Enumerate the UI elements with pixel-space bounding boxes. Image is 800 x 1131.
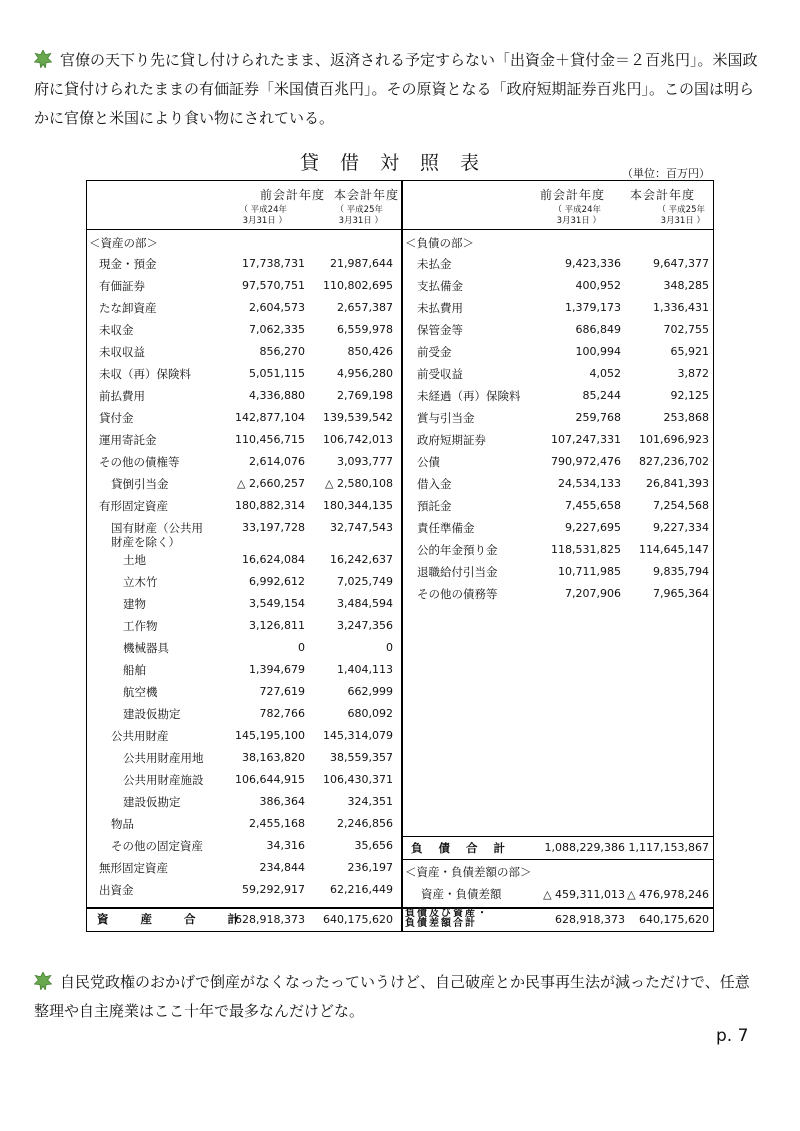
liab-col-curr-date-line2: 3月31日 ） [660,216,705,226]
asset-curr-value: 145,314,079 [323,729,393,742]
asset-label: 建設仮勘定 [123,795,181,809]
asset-label: 無形固定資産 [99,861,168,875]
col-curr-date-line1: （ 平成25年 [335,205,383,215]
net-row-curr: △ 476,978,246 [627,888,709,901]
liability-prev-value: 7,455,658 [565,499,621,512]
liability-prev-value: 400,952 [575,279,621,292]
asset-label: 土地 [123,553,146,567]
asset-curr-value: 0 [386,641,393,654]
asset-prev-value: 16,624,084 [242,553,305,566]
asset-curr-value: 6,559,978 [337,323,393,336]
asset-label: 国有財産（公共用 財産を除く） [111,521,203,549]
intro-paragraph [34,46,764,133]
asset-label: 出資金 [99,883,134,897]
liability-curr-value: 702,755 [663,323,709,336]
star-bullet-icon [34,972,52,990]
asset-curr-value: 2,246,856 [337,817,393,830]
asset-prev-value: 727,619 [259,685,305,698]
asset-prev-value: 4,336,880 [249,389,305,402]
asset-curr-value: 180,344,135 [323,499,393,512]
liability-prev-value: 9,423,336 [565,257,621,270]
asset-curr-value: 106,742,013 [323,433,393,446]
asset-prev-value: 2,455,168 [249,817,305,830]
asset-label: 貸倒引当金 [111,477,169,491]
liability-label: 責任準備金 [417,521,475,535]
asset-curr-value: 680,092 [347,707,393,720]
col-prev-date [187,205,287,227]
asset-label: 立木竹 [123,575,158,589]
liability-prev-value: 790,972,476 [551,455,621,468]
liability-curr-value: 9,647,377 [653,257,709,270]
liability-label: 保管金等 [417,323,463,337]
liabilities-total-label: 負 債 合 計 [411,841,512,855]
liability-label: 公的年金預り金 [417,543,498,557]
asset-prev-value: 33,197,728 [242,521,305,534]
asset-prev-value: 38,163,820 [242,751,305,764]
asset-label: 未収金 [99,323,134,337]
liability-curr-value: 114,645,147 [639,543,709,556]
asset-curr-value: △ 2,580,108 [325,477,393,490]
liab-col-curr-header: 本会計年度 [629,188,695,202]
asset-curr-value: 32,747,543 [330,521,393,534]
liability-label: 未経過（再）保険料 [417,389,521,403]
intro-text: 官僚の天下り先に貸し付けられたまま、返済される予定すらない「出資金＋貸付金＝２百兆円」。米国政府に貸付けられたままの有価証券「米国債百兆円」。その原資となる「政府短期証券百兆円」。この国は明らかに官僚と米国により食い物にされている。 [34,51,758,127]
assets-section-label: ＜資産の部＞ [89,236,158,250]
asset-prev-value: 110,456,715 [235,433,305,446]
liability-prev-value: 686,849 [575,323,621,336]
asset-label: 有形固定資産 [99,499,168,513]
asset-label: 物品 [111,817,134,831]
liability-label: 退職給付引当金 [417,565,498,579]
asset-curr-value: 3,247,356 [337,619,393,632]
balance-sheet-table [86,180,714,932]
asset-prev-value: 180,882,314 [235,499,305,512]
asset-curr-value: 139,539,542 [323,411,393,424]
asset-curr-value: 236,197 [347,861,393,874]
net-section-label: ＜資産・負債差額の部＞ [405,865,532,879]
asset-prev-value: 34,316 [266,839,305,852]
asset-prev-value: 59,292,917 [242,883,305,896]
asset-prev-value: △ 2,660,257 [237,477,305,490]
liabilities-total-prev: 1,088,229,386 [544,841,625,854]
asset-prev-value: 3,126,811 [249,619,305,632]
asset-label: 機械器具 [123,641,169,655]
asset-label: 公共用財産施設 [123,773,204,787]
assets-total-row [87,907,401,931]
asset-label: 公共用財産用地 [123,751,204,765]
liabilities-total-row [403,836,713,860]
asset-curr-value: 62,216,449 [330,883,393,896]
liab-col-curr-date [605,205,705,227]
net-row-label: 資産・負債差額 [421,887,502,901]
asset-prev-value: 5,051,115 [249,367,305,380]
assets-total-label: 資 産 合 計 [97,912,254,926]
balance-sheet-title: 貸借対照表 [299,152,500,174]
liability-curr-value: 253,868 [663,411,709,424]
liability-label: 支払備金 [417,279,463,293]
asset-prev-value: 142,877,104 [235,411,305,424]
asset-prev-value: 2,604,573 [249,301,305,314]
unit-label: （単位：百万円） [622,167,710,180]
asset-prev-value: 17,738,731 [242,257,305,270]
asset-label: 航空機 [123,685,158,699]
liability-label: 公債 [417,455,440,469]
liability-prev-value: 118,531,825 [551,543,621,556]
asset-label: たな卸資産 [99,301,157,315]
asset-prev-value: 6,992,612 [249,575,305,588]
liability-prev-value: 7,207,906 [565,587,621,600]
liab-col-prev-date-line1: （ 平成24年 [553,205,601,215]
grand-total-label-line2: 負債差額合計 [405,918,477,929]
col-prev-date-line1: （ 平成24年 [239,205,287,215]
asset-curr-value: 38,559,357 [330,751,393,764]
liability-curr-value: 65,921 [670,345,709,358]
asset-prev-value: 3,549,154 [249,597,305,610]
liability-label: 預託金 [417,499,452,513]
asset-curr-value: 2,657,387 [337,301,393,314]
asset-prev-value: 97,570,751 [242,279,305,292]
asset-curr-value: 4,956,280 [337,367,393,380]
liabilities-section-label: ＜負債の部＞ [405,236,474,250]
asset-label: その他の固定資産 [111,839,203,853]
liability-label: 政府短期証券 [417,433,486,447]
asset-label: 建設仮勘定 [123,707,181,721]
asset-curr-value: 35,656 [354,839,393,852]
liability-curr-value: 348,285 [663,279,709,292]
asset-label: 有価証券 [99,279,145,293]
assets-total-curr: 640,175,620 [323,913,393,926]
liability-label: 前受金 [417,345,452,359]
asset-prev-value: 856,270 [259,345,305,358]
liability-curr-value: 827,236,702 [639,455,709,468]
liability-label: 未払金 [417,257,452,271]
asset-label: 建物 [123,597,146,611]
outro-paragraph [34,968,764,1026]
asset-label: 未収収益 [99,345,145,359]
asset-curr-value: 16,242,637 [330,553,393,566]
col-prev-date-line2: 3月31日 ） [242,216,287,226]
liability-label: 前受収益 [417,367,463,381]
asset-prev-value: 782,766 [259,707,305,720]
asset-label: 未収（再）保険料 [99,367,191,381]
liability-curr-value: 3,872 [677,367,709,380]
asset-label: その他の債権等 [99,455,180,469]
grand-total-row [403,907,713,931]
liab-col-prev-date-line2: 3月31日 ） [556,216,601,226]
asset-label: 貸付金 [99,411,134,425]
liability-label: 借入金 [417,477,452,491]
asset-label: 現金・預金 [99,257,157,271]
assets-total-prev: 628,918,373 [235,913,305,926]
liability-prev-value: 100,994 [575,345,621,358]
liability-curr-value: 1,336,431 [653,301,709,314]
asset-curr-value: 1,404,113 [337,663,393,676]
asset-curr-value: 2,769,198 [337,389,393,402]
liability-prev-value: 24,534,133 [558,477,621,490]
page-number: p. 7 [716,1026,749,1046]
asset-prev-value: 0 [298,641,305,654]
col-curr-date [283,205,383,227]
asset-label: 公共用財産 [111,729,169,743]
liability-curr-value: 101,696,923 [639,433,709,446]
col-curr-date-line2: 3月31日 ） [338,216,383,226]
liability-curr-value: 26,841,393 [646,477,709,490]
grand-total-label-line1: 負債及び資産・ [405,908,489,919]
liab-col-prev-header: 前会計年度 [539,188,605,202]
liab-col-curr-date-line1: （ 平成25年 [657,205,705,215]
asset-curr-value: 110,802,695 [323,279,393,292]
column-header [87,181,713,230]
liability-prev-value: 85,244 [582,389,621,402]
asset-prev-value: 386,364 [259,795,305,808]
liability-label: その他の債務等 [417,587,498,601]
net-row-prev: △ 459,311,013 [543,888,625,901]
liab-col-prev-date [501,205,601,227]
liability-prev-value: 4,052 [589,367,621,380]
asset-prev-value: 7,062,335 [249,323,305,336]
asset-curr-value: 324,351 [347,795,393,808]
asset-label: 前払費用 [99,389,145,403]
liability-prev-value: 107,247,331 [551,433,621,446]
liability-prev-value: 259,768 [575,411,621,424]
asset-label: 船舶 [123,663,146,677]
asset-curr-value: 106,430,371 [323,773,393,786]
star-bullet-icon [34,50,52,68]
col-curr-header: 本会計年度 [333,188,399,202]
liability-curr-value: 9,835,794 [653,565,709,578]
outro-text: 自民党政権のおかげで倒産がなくなったっていうけど、自己破産とか民事再生法が減っただけで、任意整理や自主廃業はここ十年で最多なんだけどな。 [34,973,750,1020]
liability-prev-value: 9,227,695 [565,521,621,534]
asset-curr-value: 3,484,594 [337,597,393,610]
liability-curr-value: 7,965,364 [653,587,709,600]
asset-curr-value: 7,025,749 [337,575,393,588]
asset-label: 運用寄託金 [99,433,157,447]
grand-total-prev: 628,918,373 [555,913,625,926]
col-prev-header: 前会計年度 [259,188,325,202]
liability-prev-value: 10,711,985 [558,565,621,578]
asset-label: 工作物 [123,619,158,633]
grand-total-curr: 640,175,620 [639,913,709,926]
asset-curr-value: 850,426 [347,345,393,358]
liability-curr-value: 9,227,334 [653,521,709,534]
liability-label: 未払費用 [417,301,463,315]
asset-curr-value: 21,987,644 [330,257,393,270]
liability-label: 賞与引当金 [417,411,475,425]
liability-curr-value: 92,125 [670,389,709,402]
grand-total-label [405,909,489,929]
liabilities-total-curr: 1,117,153,867 [628,841,709,854]
asset-prev-value: 1,394,679 [249,663,305,676]
liability-prev-value: 1,379,173 [565,301,621,314]
asset-prev-value: 106,644,915 [235,773,305,786]
asset-curr-value: 3,093,777 [337,455,393,468]
asset-prev-value: 145,195,100 [235,729,305,742]
asset-prev-value: 2,614,076 [249,455,305,468]
asset-prev-value: 234,844 [259,861,305,874]
asset-curr-value: 662,999 [347,685,393,698]
liability-curr-value: 7,254,568 [653,499,709,512]
column-divider [401,181,403,931]
